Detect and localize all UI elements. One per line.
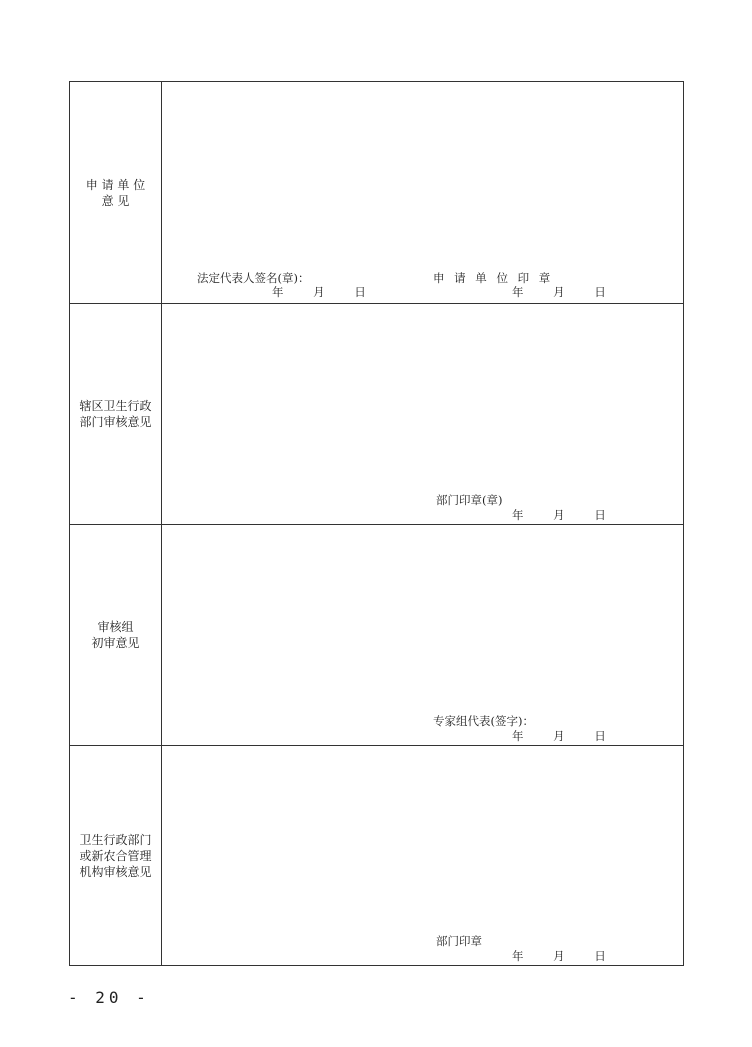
date-line-right bbox=[512, 729, 606, 743]
date-line-right bbox=[512, 949, 606, 963]
month-label: 月 bbox=[553, 285, 565, 299]
district-health-review-label bbox=[70, 304, 162, 524]
page-number: - 20 - bbox=[68, 988, 150, 1007]
health-admin-review-label bbox=[70, 746, 162, 965]
department-stamp-label: 部门印章(章) bbox=[436, 493, 503, 507]
label-line: 辖区卫生行政 bbox=[79, 399, 152, 413]
legal-rep-signature-label: 法定代表人签名(章)： bbox=[197, 271, 310, 285]
district-health-review-field[interactable] bbox=[161, 304, 683, 524]
review-group-opinion-field[interactable] bbox=[161, 525, 683, 745]
day-label: 日 bbox=[594, 508, 606, 522]
month-label: 月 bbox=[553, 729, 565, 743]
district-health-review-row bbox=[70, 303, 683, 524]
label-line: 部门审核意见 bbox=[79, 415, 152, 429]
review-group-opinion-row bbox=[70, 524, 683, 745]
month-label: 月 bbox=[553, 949, 565, 963]
year-label: 年 bbox=[272, 285, 284, 299]
applicant-opinion-label bbox=[70, 82, 162, 303]
month-label: 月 bbox=[553, 508, 565, 522]
month-label: 月 bbox=[313, 285, 325, 299]
date-line-right bbox=[512, 285, 606, 299]
department-stamp-label: 部门印章 bbox=[436, 934, 482, 948]
year-label: 年 bbox=[512, 285, 524, 299]
label-line: 或新农合管理 bbox=[79, 848, 152, 863]
date-line-left bbox=[272, 285, 366, 299]
day-label: 日 bbox=[594, 949, 606, 963]
day-label: 日 bbox=[594, 729, 606, 743]
year-label: 年 bbox=[512, 949, 524, 963]
approval-form-table bbox=[69, 81, 684, 966]
date-line-right bbox=[512, 508, 606, 522]
applicant-opinion-row bbox=[70, 82, 683, 303]
day-label: 日 bbox=[354, 285, 366, 299]
year-label: 年 bbox=[512, 729, 524, 743]
year-label: 年 bbox=[512, 508, 524, 522]
expert-rep-signature-label: 专家组代表(签字)： bbox=[433, 714, 534, 728]
review-group-opinion-label bbox=[70, 525, 162, 745]
applicant-stamp-label: 申 请 单 位 印 章 bbox=[433, 271, 554, 285]
label-line: 机构审核意见 bbox=[79, 864, 152, 879]
applicant-opinion-field[interactable] bbox=[161, 82, 683, 303]
health-admin-review-row bbox=[70, 745, 683, 965]
label-line: 申 请 单 位 bbox=[85, 177, 146, 192]
label-line: 初审意见 bbox=[91, 636, 140, 650]
label-line: 意 见 bbox=[101, 193, 130, 208]
health-admin-review-field[interactable] bbox=[161, 746, 683, 965]
label-line: 卫生行政部门 bbox=[79, 832, 152, 847]
label-line: 审核组 bbox=[97, 620, 134, 634]
day-label: 日 bbox=[594, 285, 606, 299]
